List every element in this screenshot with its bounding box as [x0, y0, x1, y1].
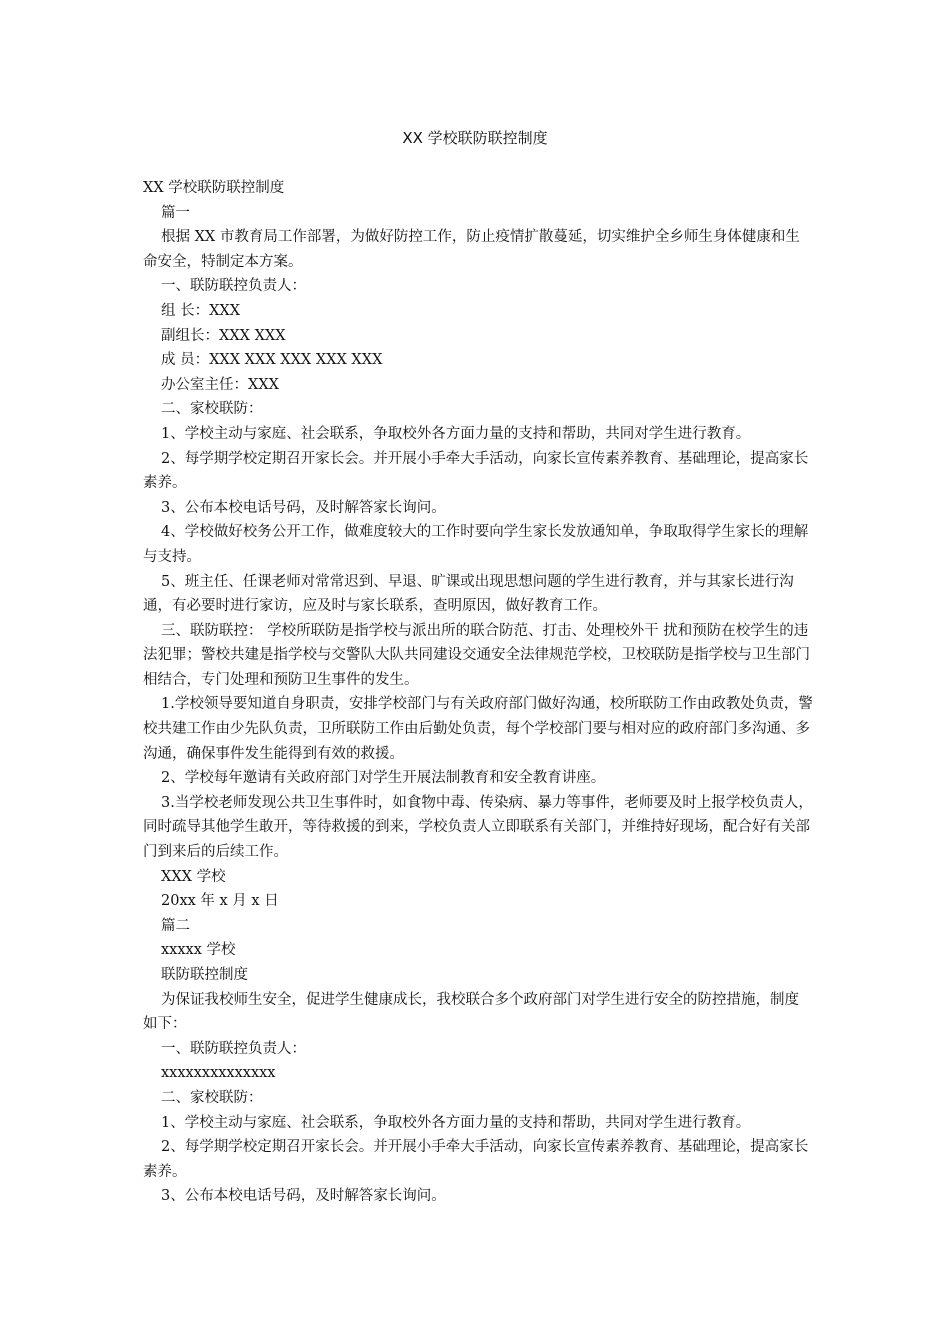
paragraph: XX 学校联防联控制度 — [143, 180, 285, 196]
paragraph: 1、学校主动与家庭、社会联系，争取校外各方面力量的支持和帮助，共同对学生进行教育。 — [161, 425, 751, 442]
document-title: XX 学校联防联控制度 — [402, 129, 548, 147]
paragraph: 成 员：XXX XXX XXX XXX XXX — [161, 352, 383, 369]
paragraph: 办公室主任：XXX — [161, 376, 279, 393]
paragraph: 一、联防联控负责人： — [161, 278, 306, 295]
paragraph: 20xx 年 x 月 x 日 — [161, 893, 279, 910]
paragraph: 二、家校联防： — [161, 1089, 263, 1106]
paragraph: 三、联防联控： 学校所联防是指学校与派出所的联合防范、打击、处理校外干 扰和预防在校学生的违法犯罪；警校共建是指学校与交警队大队共同建设交通安全法律规范学校，卫校联防是指学校与卫生部门相结合，专门处理和预防卫生事件的发生。 — [143, 622, 810, 688]
paragraph: 联防联控制度 — [161, 967, 248, 983]
document-body — [143, 176, 813, 1209]
paragraph: 一、联防联控负责人： — [161, 1040, 306, 1057]
paragraph: 为保证我校师生安全，促进学生健康成长，我校联合多个政府部门对学生进行安全的防控措施，制度如下： — [143, 991, 799, 1033]
paragraph: 2、每学期学校定期召开家长会。并开展小手牵大手活动，向家长宣传素养教育、基础理论，提高家长素养。 — [143, 1139, 809, 1180]
paragraph: 3.当学校老师发现公共卫生事件时，如食物中毒、传染病、暴力等事件，老师要及时上报学校负责人，同时疏导其他学生敢开，等待救援的到来，学校负责人立即联系有关部门，并维持好现场，配合好有关部门到来后的后续工作。 — [143, 794, 813, 861]
paragraph: 组 长：XXX — [161, 302, 241, 319]
paragraph: 4、学校做好校务公开工作，做难度较大的工作时要向学生家长发放通知单，争取取得学生家长的理解与支持。 — [143, 524, 809, 565]
paragraph: 副组长：XXX XXX — [161, 327, 286, 344]
paragraph: 根据 XX 市教育局工作部署，为做好防控工作，防止疫情扩散蔓延，切实维护全乡师生身体健康和生命安全，特制定本方案。 — [143, 229, 800, 270]
paragraph: xxxxxxxxxxxxxx — [161, 1065, 276, 1082]
paragraph: 二、家校联防： — [161, 401, 263, 418]
paragraph: 篇二 — [161, 917, 190, 934]
paragraph: 1、学校主动与家庭、社会联系，争取校外各方面力量的支持和帮助，共同对学生进行教育。 — [161, 1114, 751, 1131]
paragraph: 3、公布本校电话号码，及时解答家长询问。 — [161, 1188, 446, 1205]
paragraph: 篇一 — [161, 204, 190, 221]
paragraph: 3、公布本校电话号码，及时解答家长询问。 — [161, 499, 446, 516]
paragraph: 5、班主任、任课老师对常常迟到、早退、旷课或出现思想问题的学生进行教育，并与其家长进行沟通，有必要时进行家访，应及时与家长联系，查明原因，做好教育工作。 — [143, 573, 794, 615]
paragraph: xxxxx 学校 — [161, 942, 236, 959]
paragraph: 2、学校每年邀请有关政府部门对学生开展法制教育和安全教育讲座。 — [161, 770, 606, 787]
paragraph: 1.学校领导要知道自身职责，安排学校部门与有关政府部门做好沟通，校所联防工作由政教处负责，警校共建工作由少先队负责，卫所联防工作由后勤处负责，每个学校部门要与相对应的政府部门多沟通、多沟通，确保事件发生能得到有效的救援。 — [143, 696, 813, 762]
paragraph: 2、每学期学校定期召开家长会。并开展小手牵大手活动，向家长宣传素养教育、基础理论，提高家长素养。 — [143, 450, 809, 492]
paragraph: XXX 学校 — [161, 868, 226, 885]
